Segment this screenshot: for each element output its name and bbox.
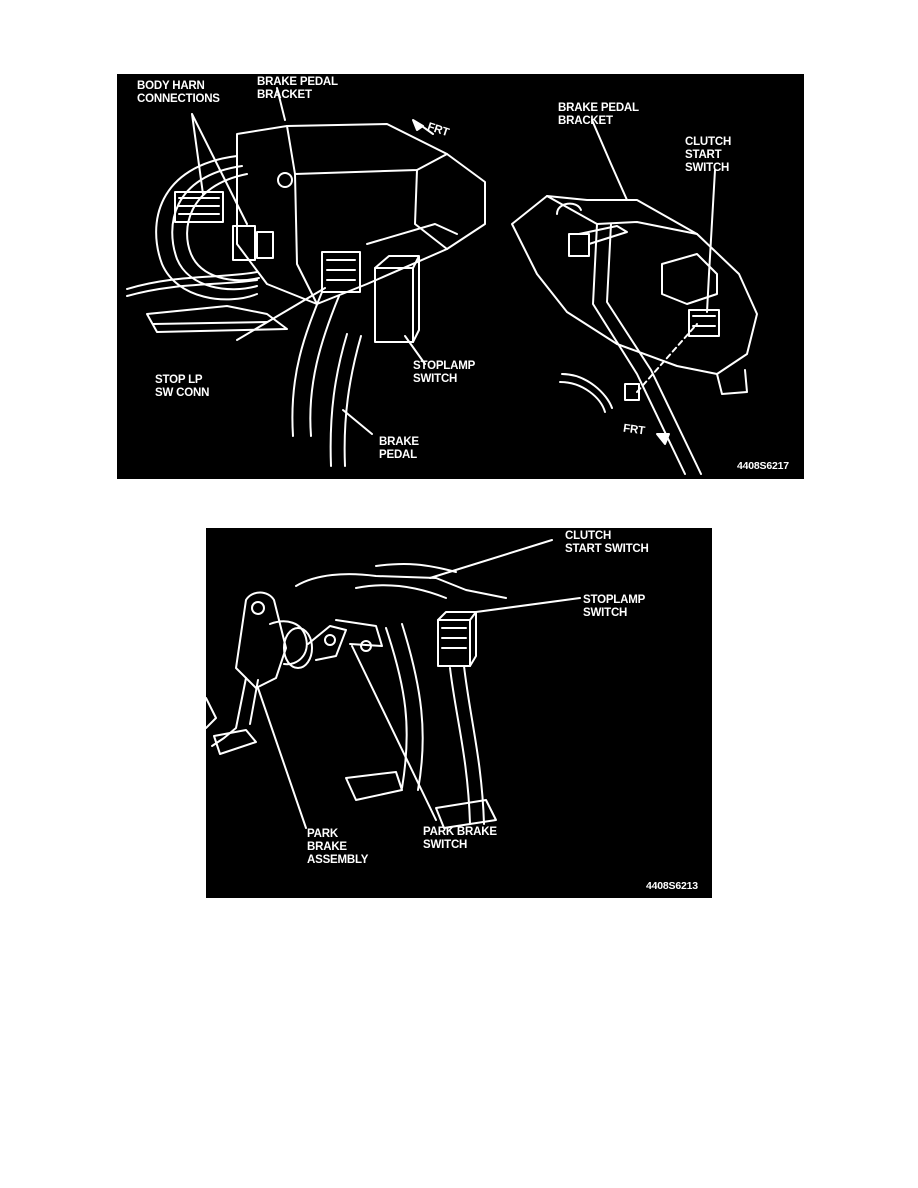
brake-pedal-bracket-drawing [117,74,804,479]
figure-code-top: 4408S6217 [737,460,789,472]
body-harn-connections-label: BODY HARN CONNECTIONS [137,80,220,105]
brake-pedal-label: BRAKE PEDAL [379,436,419,461]
frt-label-left: FRT [425,120,451,140]
frt-label-right: FRT [622,422,646,438]
park-brake-switch-label: PARK BRAKE SWITCH [423,826,497,851]
stop-lp-sw-conn-label: STOP LP SW CONN [155,374,210,399]
stoplamp-switch-label: STOPLAMP SWITCH [413,360,476,385]
park-brake-assembly-label: PARK BRAKE ASSEMBLY [307,828,369,866]
brake-pedal-bracket-label-left: BRAKE PEDAL BRACKET [257,76,338,101]
clutch-start-switch-label: CLUTCH START SWITCH [565,530,649,555]
stoplamp-switch-label: STOPLAMP SWITCH [583,594,646,619]
figure-code-bottom: 4408S6213 [646,880,698,892]
clutch-start-switch-label: CLUTCH START SWITCH [685,136,732,174]
park-brake-figure [206,528,712,898]
brake-pedal-bracket-label-right: BRAKE PEDAL BRACKET [558,102,639,127]
brake-pedal-bracket-figure [117,74,804,479]
